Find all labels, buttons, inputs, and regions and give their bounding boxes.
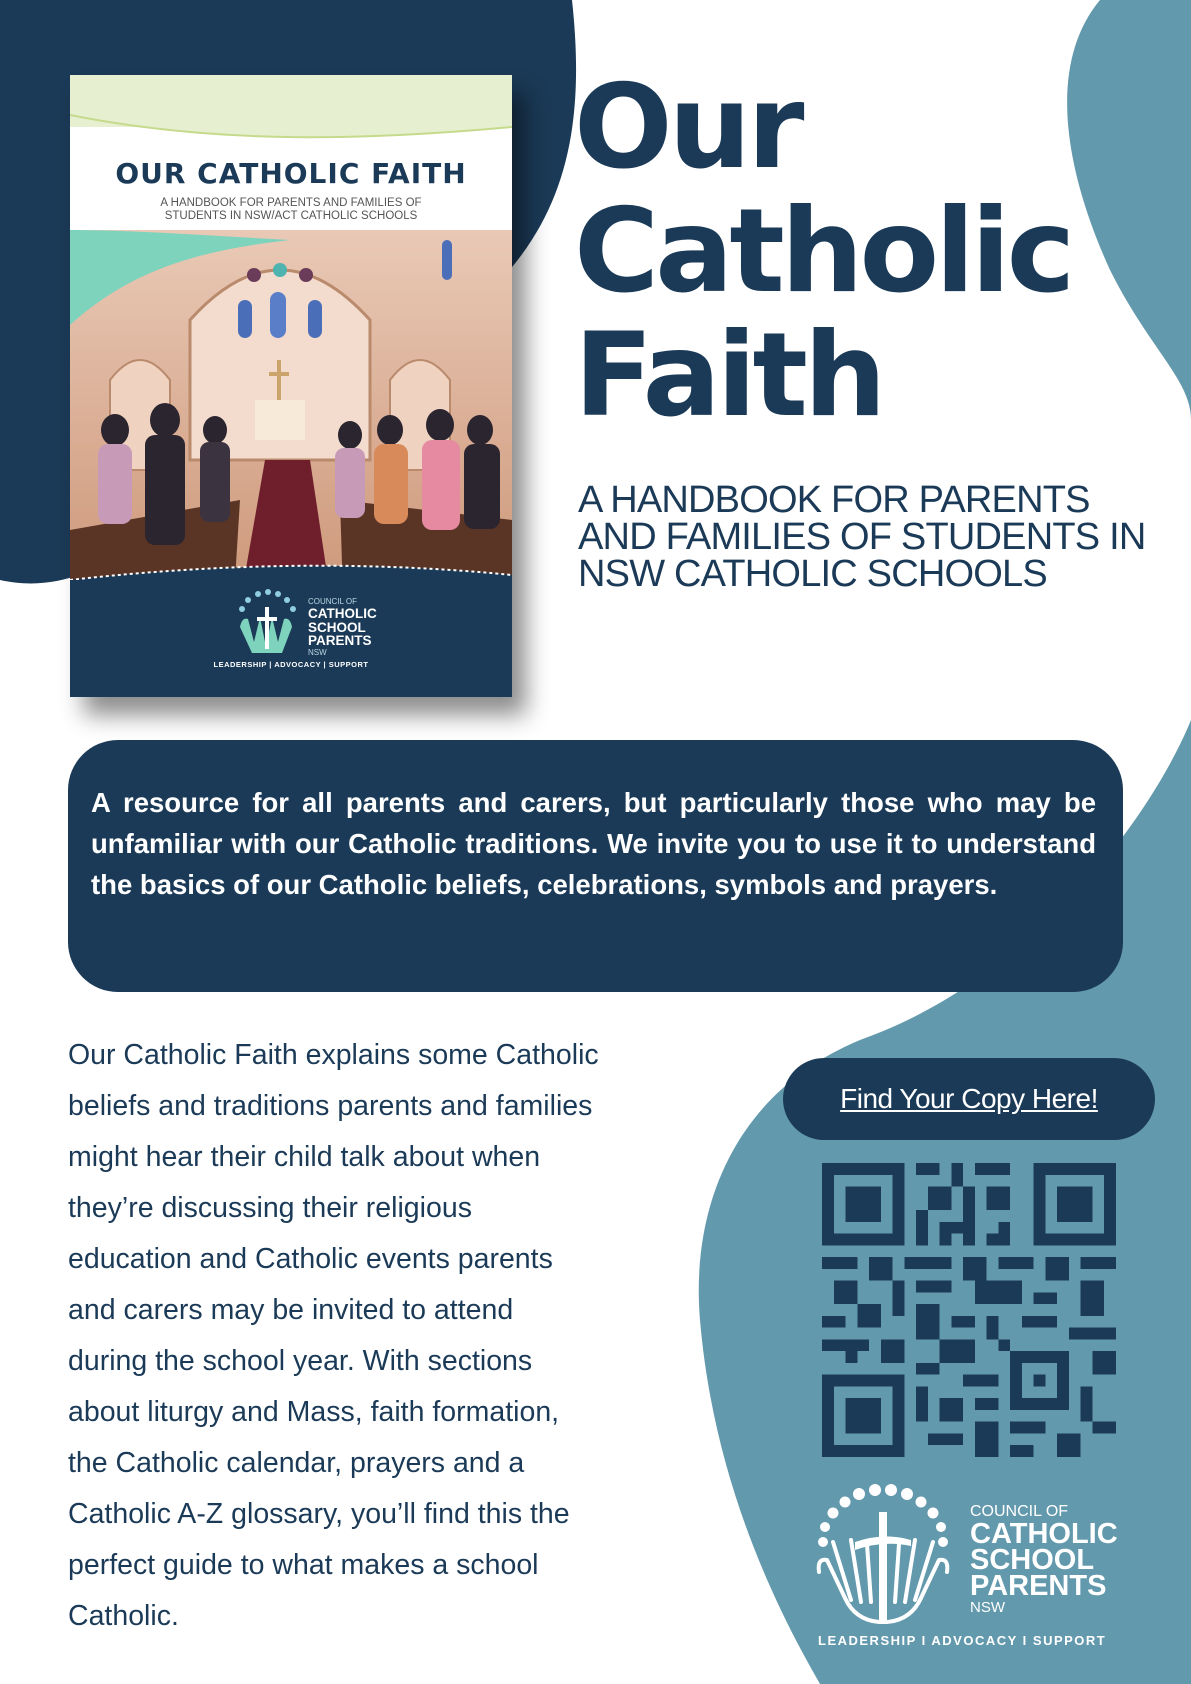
page-title-line2: Catholic bbox=[574, 184, 1072, 319]
page-subtitle: A HANDBOOK FOR PARENTS AND FAMILIES OF STUDENTS IN NSW CATHOLIC SCHOOLS bbox=[578, 479, 1146, 595]
cover-logo-council-of: COUNCIL OF bbox=[308, 597, 358, 606]
logo-line2: SCHOOL bbox=[970, 1544, 1095, 1576]
cover-logo-line2: SCHOOL bbox=[308, 619, 366, 635]
body-line: Our Catholic Faith explains some Catholic bbox=[68, 1039, 599, 1071]
body-line: and carers may be invited to attend bbox=[68, 1294, 514, 1326]
logo-text bbox=[970, 1503, 1118, 1617]
body-line: about liturgy and Mass, faith formation, bbox=[68, 1396, 560, 1428]
cover-logo-line3: PARENTS bbox=[308, 633, 372, 648]
body-line: education and Catholic events parents bbox=[68, 1243, 553, 1275]
cover-tagline: LEADERSHIP | ADVOCACY | SUPPORT bbox=[213, 660, 369, 669]
intro-text: A resource for all parents and carers, but particularly those who may be unfamiliar with our Catholic traditions. We invite you to use it to understand the basics of our Catholic beliefs, celebrations, symbols and prayers. bbox=[91, 787, 1096, 900]
body-line: perfect guide to what makes a school bbox=[68, 1549, 539, 1581]
qr-code-icon[interactable] bbox=[822, 1163, 1116, 1457]
cover-logo-line1: CATHOLIC bbox=[308, 606, 377, 621]
logo-line3: PARENTS bbox=[970, 1570, 1107, 1602]
intro-box bbox=[68, 740, 1123, 992]
logo-council-of: COUNCIL OF bbox=[970, 1503, 1069, 1520]
page-title bbox=[574, 60, 1072, 443]
cover-logo-nsw: NSW bbox=[308, 647, 327, 657]
body-line: the Catholic calendar, prayers and a bbox=[68, 1447, 525, 1479]
body-line: they’re discussing their religious bbox=[68, 1192, 472, 1224]
tagline: LEADERSHIP I ADVOCACY I SUPPORT bbox=[818, 1633, 1107, 1648]
cover-wave bbox=[70, 105, 512, 145]
page-title-line3: Faith bbox=[574, 308, 883, 443]
cover-title: OUR CATHOLIC FAITH bbox=[115, 157, 467, 190]
body-description bbox=[68, 1030, 708, 1642]
find-your-copy-label[interactable]: Find Your Copy Here! bbox=[840, 1083, 1098, 1114]
body-line: Catholic. bbox=[68, 1600, 179, 1632]
book-cover bbox=[70, 75, 512, 697]
teal-right-blob bbox=[1067, 0, 1191, 420]
find-your-copy-button[interactable] bbox=[783, 1058, 1155, 1140]
cover-subtitle: A HANDBOOK FOR PARENTS AND FAMILIES OF STUDENTS IN NSW/ACT CATHOLIC SCHOOLS bbox=[160, 197, 422, 222]
body-line: might hear their child talk about when bbox=[68, 1141, 541, 1173]
logo-nsw: NSW bbox=[970, 1599, 1005, 1616]
page-title-line1: Our bbox=[574, 60, 801, 195]
catholic-school-parents-logo-icon bbox=[815, 1480, 955, 1630]
cover-logo-text bbox=[308, 597, 377, 657]
cover-hands-logo-icon bbox=[232, 587, 302, 657]
logo-line1: CATHOLIC bbox=[970, 1518, 1118, 1550]
body-line: beliefs and traditions parents and families bbox=[68, 1090, 593, 1122]
body-line: Catholic A-Z glossary, you’ll find this the bbox=[68, 1498, 570, 1530]
body-line: during the school year. With sections bbox=[68, 1345, 533, 1377]
